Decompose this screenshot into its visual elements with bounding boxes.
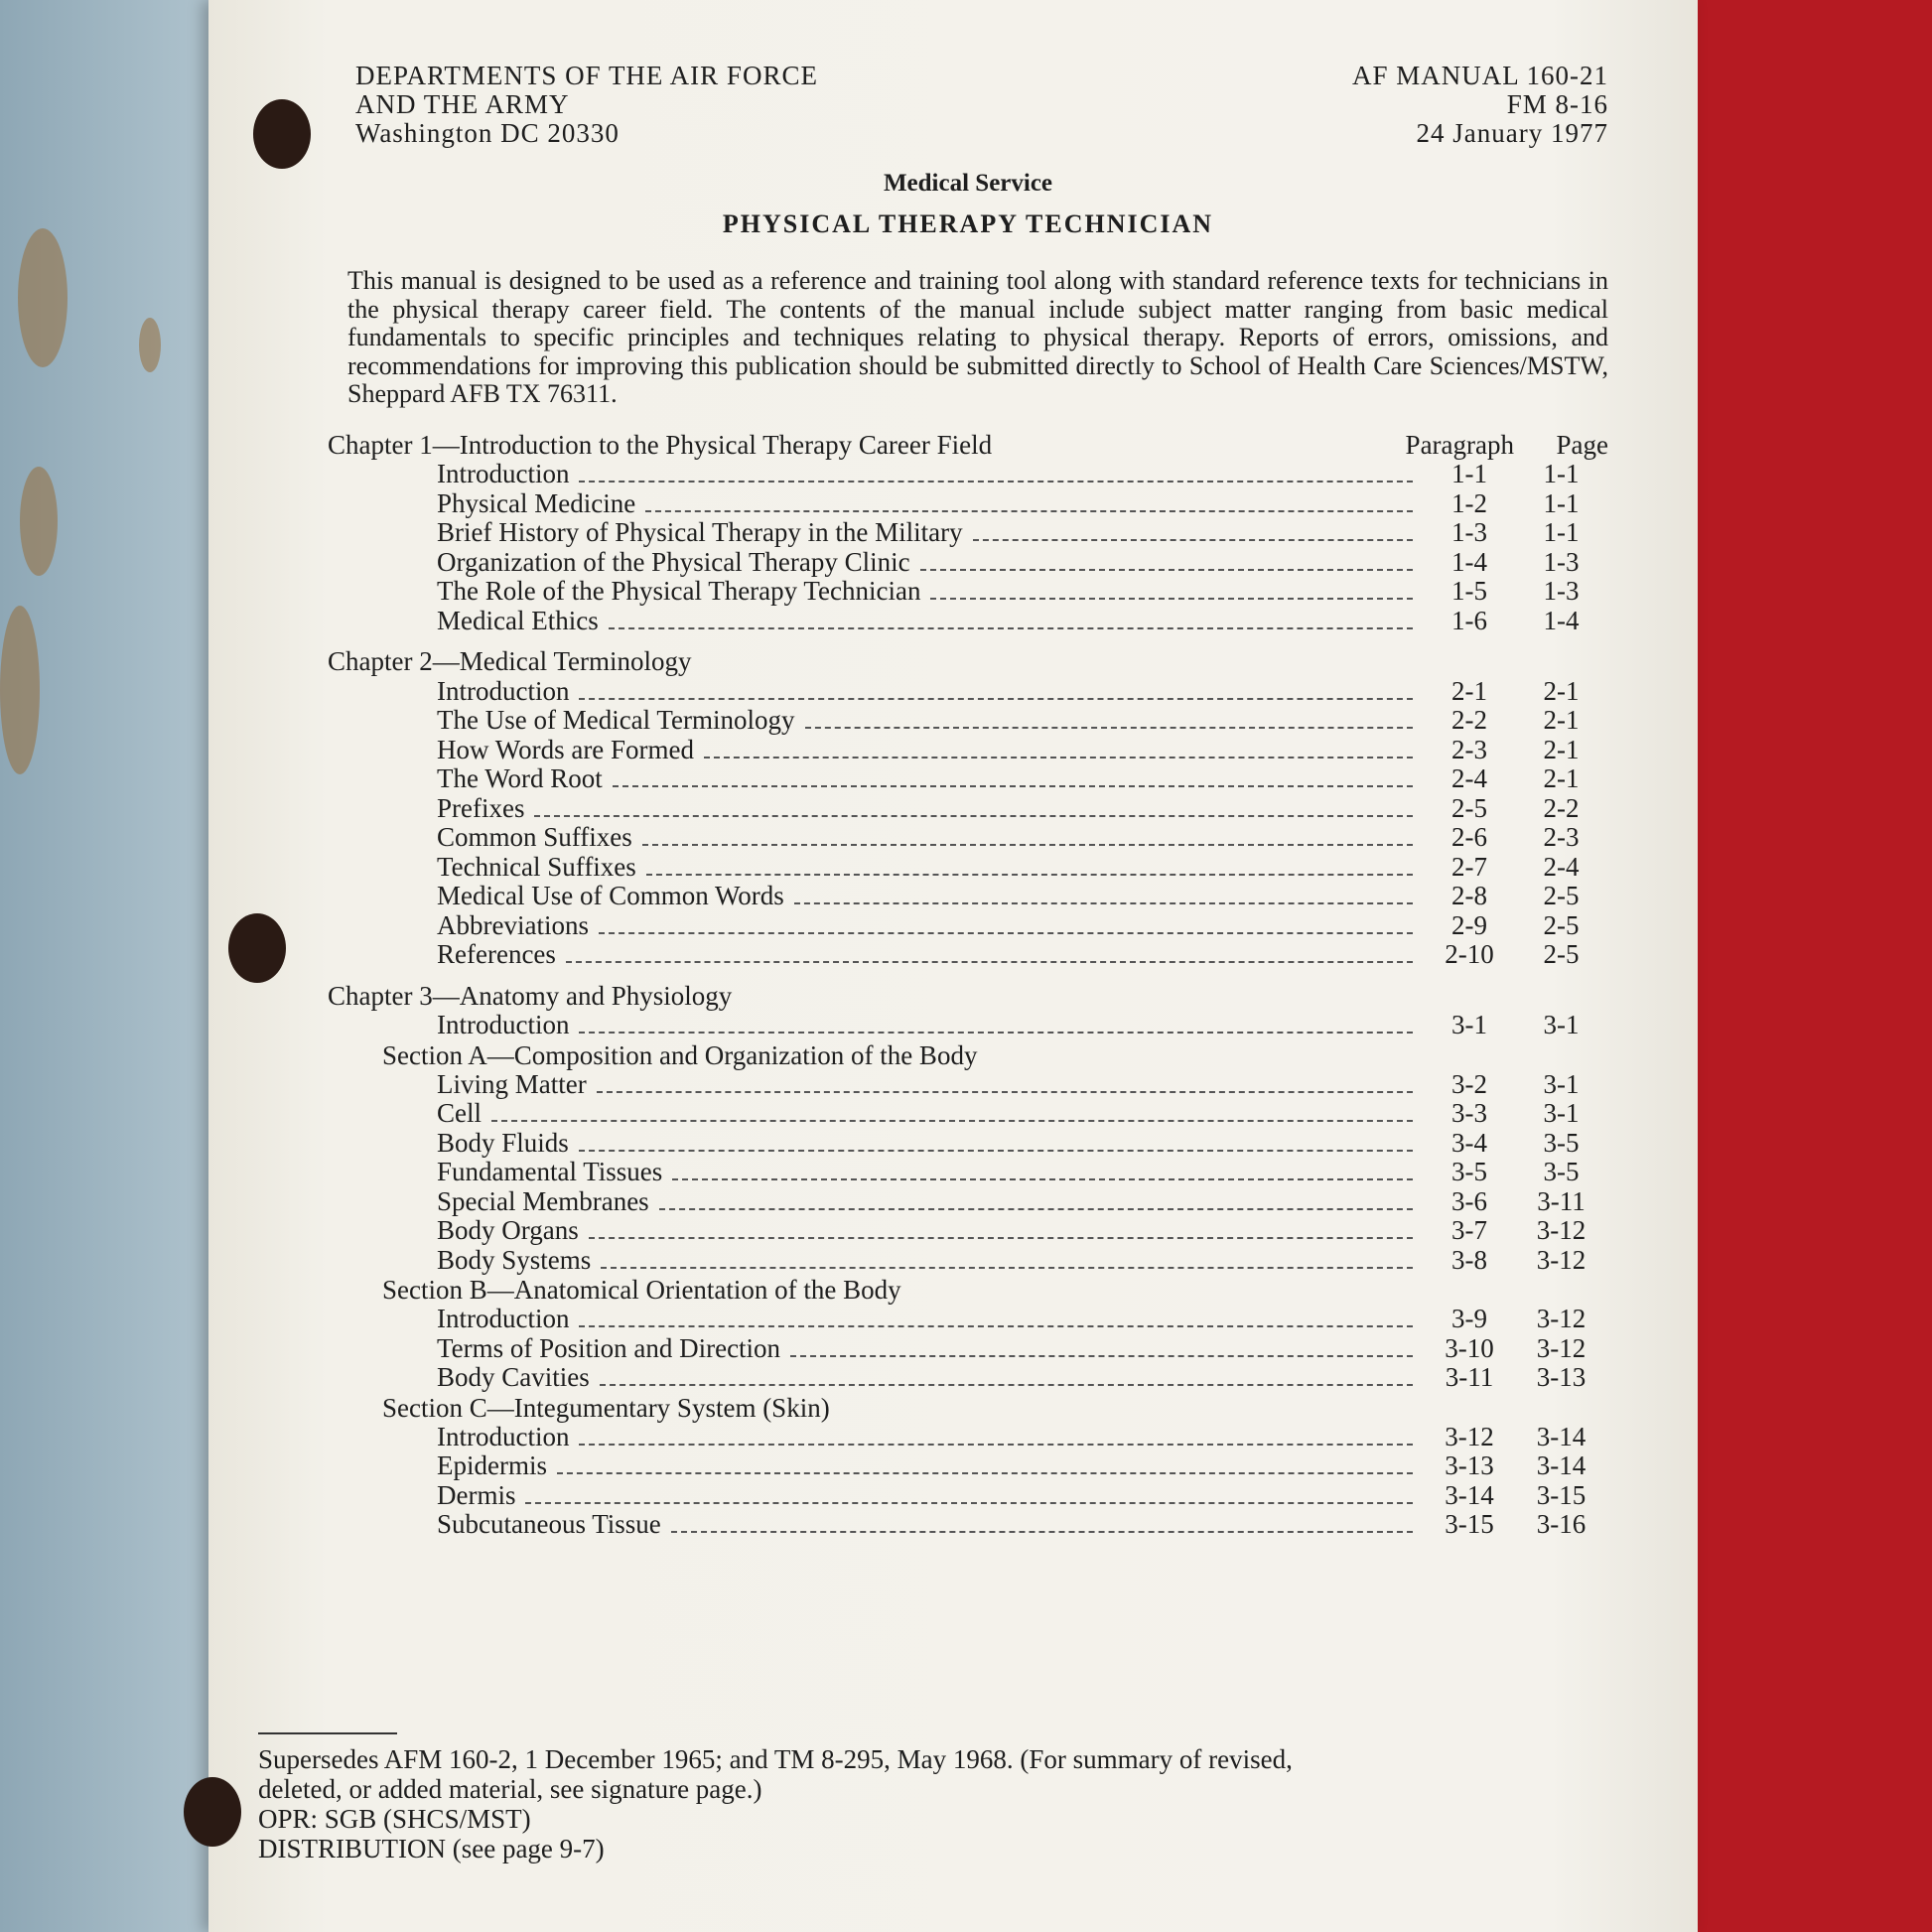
toc-entry	[328, 677, 1608, 707]
toc-entry-label: How Words are Formed	[437, 734, 695, 764]
distribution-line: DISTRIBUTION (see page 9-7)	[258, 1834, 605, 1863]
toc-page-number: 2-4	[1543, 851, 1580, 882]
dot-leader	[920, 568, 1413, 571]
toc-paragraph-number: 1-1	[1451, 459, 1487, 488]
toc-paragraph-number: 1-6	[1451, 605, 1487, 635]
toc-entry-label: Epidermis	[437, 1450, 547, 1480]
toc-entry-label: Introduction	[437, 1304, 570, 1333]
toc-entry	[328, 1334, 1608, 1364]
toc-entry	[328, 1510, 1608, 1540]
toc-paragraph-number: 3-3	[1451, 1098, 1487, 1128]
toc-page-number: 2-1	[1543, 763, 1580, 793]
toc-page-number: 3-14	[1536, 1421, 1587, 1451]
toc-entry-label: Physical Medicine	[437, 487, 636, 518]
toc-page-number: 2-5	[1543, 909, 1580, 940]
toc-entry	[328, 548, 1608, 578]
toc-paragraph-number: 2-1	[1451, 675, 1487, 706]
dot-leader	[579, 1443, 1413, 1446]
toc-entry	[328, 794, 1608, 824]
toc-paragraph-number: 1-4	[1451, 546, 1487, 577]
table-of-contents	[328, 431, 1608, 1540]
dot-leader	[491, 1119, 1413, 1122]
toc-page-number: 2-1	[1543, 705, 1580, 735]
toc-entry-label: Medical Use of Common Words	[437, 881, 784, 910]
chapter-title: Chapter 3—Anatomy and Physiology	[328, 980, 733, 1011]
dot-leader	[557, 1471, 1413, 1474]
dot-leader	[525, 1501, 1413, 1504]
toc-entry	[328, 1216, 1608, 1246]
toc-page-number: 1-1	[1543, 459, 1580, 488]
service-heading: Medical Service	[883, 170, 1053, 197]
toc-entry	[328, 940, 1608, 970]
dot-leader	[704, 756, 1413, 759]
toc-entry-label: Terms of Position and Direction	[437, 1332, 781, 1363]
toc-entry-label: Fundamental Tissues	[437, 1157, 663, 1186]
toc-page-number: 1-1	[1543, 487, 1580, 518]
toc-paragraph-number: 2-10	[1445, 939, 1494, 969]
dot-leader	[930, 597, 1413, 600]
document-title: PHYSICAL THERAPY TECHNICIAN	[722, 209, 1214, 238]
toc-paragraph-number: 3-10	[1445, 1332, 1494, 1363]
toc-paragraph-number: 2-9	[1451, 909, 1487, 940]
chapter-heading	[328, 647, 1608, 677]
dot-leader	[579, 1031, 1413, 1034]
toc-entry	[328, 764, 1608, 794]
dot-leader	[609, 626, 1413, 629]
field-manual-number: FM 8-16	[1506, 89, 1608, 119]
toc-paragraph-number: 3-9	[1451, 1304, 1487, 1333]
footer-notes	[258, 1732, 1628, 1863]
dot-leader	[642, 843, 1413, 846]
toc-paragraph-number: 3-13	[1445, 1450, 1494, 1480]
toc-entry	[328, 1246, 1608, 1276]
dot-leader	[601, 1266, 1413, 1269]
toc-page-number: 3-12	[1536, 1215, 1587, 1245]
toc-paragraph-number: 2-4	[1451, 763, 1487, 793]
toc-entry-label: Introduction	[437, 1421, 570, 1451]
toc-paragraph-number: 3-2	[1451, 1068, 1487, 1099]
toc-paragraph-number: 1-2	[1451, 487, 1487, 518]
toc-page-number: 1-4	[1543, 605, 1580, 635]
toc-entry	[328, 1187, 1608, 1217]
toc-paragraph-number: 3-8	[1451, 1244, 1487, 1275]
manual-identifier	[1352, 62, 1608, 148]
toc-entry	[328, 460, 1608, 489]
binder-hole	[184, 1777, 241, 1847]
toc-page-number: 3-13	[1536, 1362, 1587, 1392]
cover-stain	[18, 228, 68, 367]
toc-entry-label: Organization of the Physical Therapy Clinic	[437, 546, 910, 577]
toc-entry-label: Body Cavities	[437, 1362, 590, 1392]
toc-entry	[328, 853, 1608, 883]
toc-entry-label: Body Systems	[437, 1244, 592, 1275]
toc-entry-label: Technical Suffixes	[437, 851, 636, 882]
toc-entry-label: Dermis	[437, 1479, 516, 1510]
page-column-header: Page	[1556, 429, 1608, 460]
toc-paragraph-number: 2-2	[1451, 705, 1487, 735]
dot-leader	[599, 931, 1413, 934]
toc-entry	[328, 577, 1608, 607]
manual-number: AF MANUAL 160-21	[1352, 61, 1608, 90]
document-header	[328, 62, 1608, 156]
toc-entry-label: Prefixes	[437, 792, 525, 823]
toc-entry	[328, 1129, 1608, 1159]
chapter-heading	[328, 431, 1608, 461]
toc-page-number: 3-12	[1536, 1304, 1587, 1333]
toc-entry	[328, 1423, 1608, 1452]
toc-entry-label: References	[437, 939, 556, 969]
chapter-title: Chapter 2—Medical Terminology	[328, 646, 692, 676]
toc-entry-label: Abbreviations	[437, 909, 589, 940]
toc-entry-label: Brief History of Physical Therapy in the Military	[437, 517, 963, 547]
toc-paragraph-number: 3-4	[1451, 1127, 1487, 1158]
dot-leader	[805, 726, 1413, 729]
intro-paragraph: This manual is designed to be used as a reference and training tool along with standard reference texts for technicians in the physical therapy career field. The contents of the manual include subject matter ranging from basic medical fundamentals to specific principles and techniques relating to physical therapy. Reports of errors, omissions, and recommendations for improving this publication should be submitted directly to School of Health Care Sciences/MSTW, Sheppard AFB TX 76311.	[347, 266, 1608, 408]
toc-page-number: 2-1	[1543, 734, 1580, 764]
binder-hole	[228, 913, 286, 983]
cover-stain	[139, 318, 161, 372]
toc-entry-label: Subcutaneous Tissue	[437, 1509, 661, 1539]
toc-page-number: 1-3	[1543, 576, 1580, 606]
toc-entry	[328, 706, 1608, 736]
dot-leader	[659, 1207, 1413, 1210]
toc-entry	[328, 489, 1608, 519]
toc-paragraph-number: 3-7	[1451, 1215, 1487, 1245]
toc-entry	[328, 607, 1608, 636]
toc-page-number: 2-2	[1543, 792, 1580, 823]
dot-leader	[645, 509, 1413, 512]
section-heading: Section C—Integumentary System (Skin)	[382, 1392, 830, 1423]
authority-address: Washington DC 20330	[355, 118, 620, 148]
section-heading: Section A—Composition and Organization of the Body	[382, 1039, 978, 1070]
toc-page-number: 3-15	[1536, 1479, 1587, 1510]
dot-leader	[672, 1177, 1413, 1180]
toc-page-number: 2-1	[1543, 675, 1580, 706]
dot-leader	[534, 814, 1413, 817]
toc-paragraph-number: 2-6	[1451, 822, 1487, 852]
dot-leader	[579, 1149, 1413, 1152]
toc-page-number: 1-1	[1543, 517, 1580, 547]
toc-entry-label: Introduction	[437, 459, 570, 488]
supersedes-note: Supersedes AFM 160-2, 1 December 1965; and TM 8-295, May 1968. (For summary of revised,	[258, 1744, 1293, 1774]
toc-paragraph-number: 1-5	[1451, 576, 1487, 606]
cover-stain	[20, 467, 58, 576]
toc-entry	[328, 1451, 1608, 1481]
toc-entry-label: The Role of the Physical Therapy Technician	[437, 576, 921, 606]
toc-entry-label: Cell	[437, 1098, 482, 1128]
toc-page-number: 2-3	[1543, 822, 1580, 852]
toc-page-number: 3-5	[1543, 1157, 1580, 1186]
toc-page-number: 3-11	[1537, 1185, 1586, 1216]
toc-entry-label: Special Membranes	[437, 1185, 649, 1216]
dot-leader	[597, 1090, 1413, 1093]
toc-page-number: 3-1	[1543, 1098, 1580, 1128]
dot-leader	[589, 1236, 1413, 1239]
dot-leader	[600, 1383, 1413, 1386]
toc-paragraph-number: 2-7	[1451, 851, 1487, 882]
toc-page-number: 3-1	[1543, 1068, 1580, 1099]
dot-leader	[579, 480, 1413, 483]
toc-entry	[328, 882, 1608, 911]
toc-entry-label: Common Suffixes	[437, 822, 632, 852]
chapter-heading	[328, 982, 1608, 1012]
opr-line: OPR: SGB (SHCS/MST)	[258, 1804, 531, 1834]
binder-hole	[253, 99, 311, 169]
footer-rule	[258, 1732, 397, 1734]
toc-paragraph-number: 2-8	[1451, 881, 1487, 910]
toc-entry-label: The Use of Medical Terminology	[437, 705, 795, 735]
toc-paragraph-number: 3-15	[1445, 1509, 1494, 1539]
toc-paragraph-number: 3-1	[1451, 1010, 1487, 1039]
chapter-title: Chapter 1—Introduction to the Physical Therapy Career Field	[328, 429, 993, 460]
toc-entry-label: Living Matter	[437, 1068, 587, 1099]
toc-page-number: 3-5	[1543, 1127, 1580, 1158]
section-heading: Section B—Anatomical Orientation of the Body	[382, 1275, 901, 1305]
toc-entry	[328, 1305, 1608, 1334]
toc-paragraph-number: 3-11	[1445, 1362, 1494, 1392]
toc-entry	[328, 1070, 1608, 1100]
toc-entry-label: Medical Ethics	[437, 605, 599, 635]
toc-entry	[328, 1099, 1608, 1129]
authority-line: DEPARTMENTS OF THE AIR FORCE	[355, 61, 818, 90]
dot-leader	[646, 873, 1413, 876]
toc-page-number: 3-12	[1536, 1332, 1587, 1363]
cover-stain	[0, 606, 40, 774]
toc-page-number: 3-1	[1543, 1010, 1580, 1039]
toc-entry	[328, 1158, 1608, 1187]
toc-paragraph-number: 2-3	[1451, 734, 1487, 764]
toc-paragraph-number: 1-3	[1451, 517, 1487, 547]
dot-leader	[613, 784, 1413, 787]
toc-entry	[328, 736, 1608, 765]
toc-paragraph-number: 3-14	[1445, 1479, 1494, 1510]
toc-entry-label: Body Organs	[437, 1215, 579, 1245]
dot-leader	[671, 1530, 1413, 1533]
toc-page-number: 2-5	[1543, 881, 1580, 910]
toc-page-number: 2-5	[1543, 939, 1580, 969]
authority-line: AND THE ARMY	[355, 89, 570, 119]
toc-entry	[328, 1011, 1608, 1040]
dot-leader	[790, 1354, 1413, 1357]
toc-entry	[328, 1363, 1608, 1393]
toc-entry	[328, 823, 1608, 853]
toc-entry	[328, 518, 1608, 548]
page-content	[328, 62, 1608, 1540]
toc-paragraph-number: 3-12	[1445, 1421, 1494, 1451]
publication-date: 24 January 1977	[1416, 118, 1608, 148]
toc-paragraph-number: 3-6	[1451, 1185, 1487, 1216]
toc-entry-label: Introduction	[437, 675, 570, 706]
dot-leader	[973, 538, 1413, 541]
toc-entry-label: The Word Root	[437, 763, 603, 793]
issuing-authority	[355, 62, 818, 148]
toc-paragraph-number: 2-5	[1451, 792, 1487, 823]
toc-entry-label: Introduction	[437, 1010, 570, 1039]
toc-entry-label: Body Fluids	[437, 1127, 569, 1158]
supersedes-note-cont: deleted, or added material, see signature page.)	[258, 1774, 762, 1804]
toc-page-number: 3-14	[1536, 1450, 1587, 1480]
toc-page-number: 3-12	[1536, 1244, 1587, 1275]
document-page	[208, 0, 1698, 1932]
dot-leader	[794, 901, 1413, 904]
dot-leader	[566, 960, 1413, 963]
dot-leader	[579, 1324, 1413, 1327]
toc-page-number: 1-3	[1543, 546, 1580, 577]
toc-entry	[328, 1481, 1608, 1511]
toc-entry	[328, 911, 1608, 941]
paragraph-column-header: Paragraph	[1405, 429, 1514, 460]
dot-leader	[579, 697, 1413, 700]
toc-paragraph-number: 3-5	[1451, 1157, 1487, 1186]
toc-page-number: 3-16	[1536, 1509, 1587, 1539]
